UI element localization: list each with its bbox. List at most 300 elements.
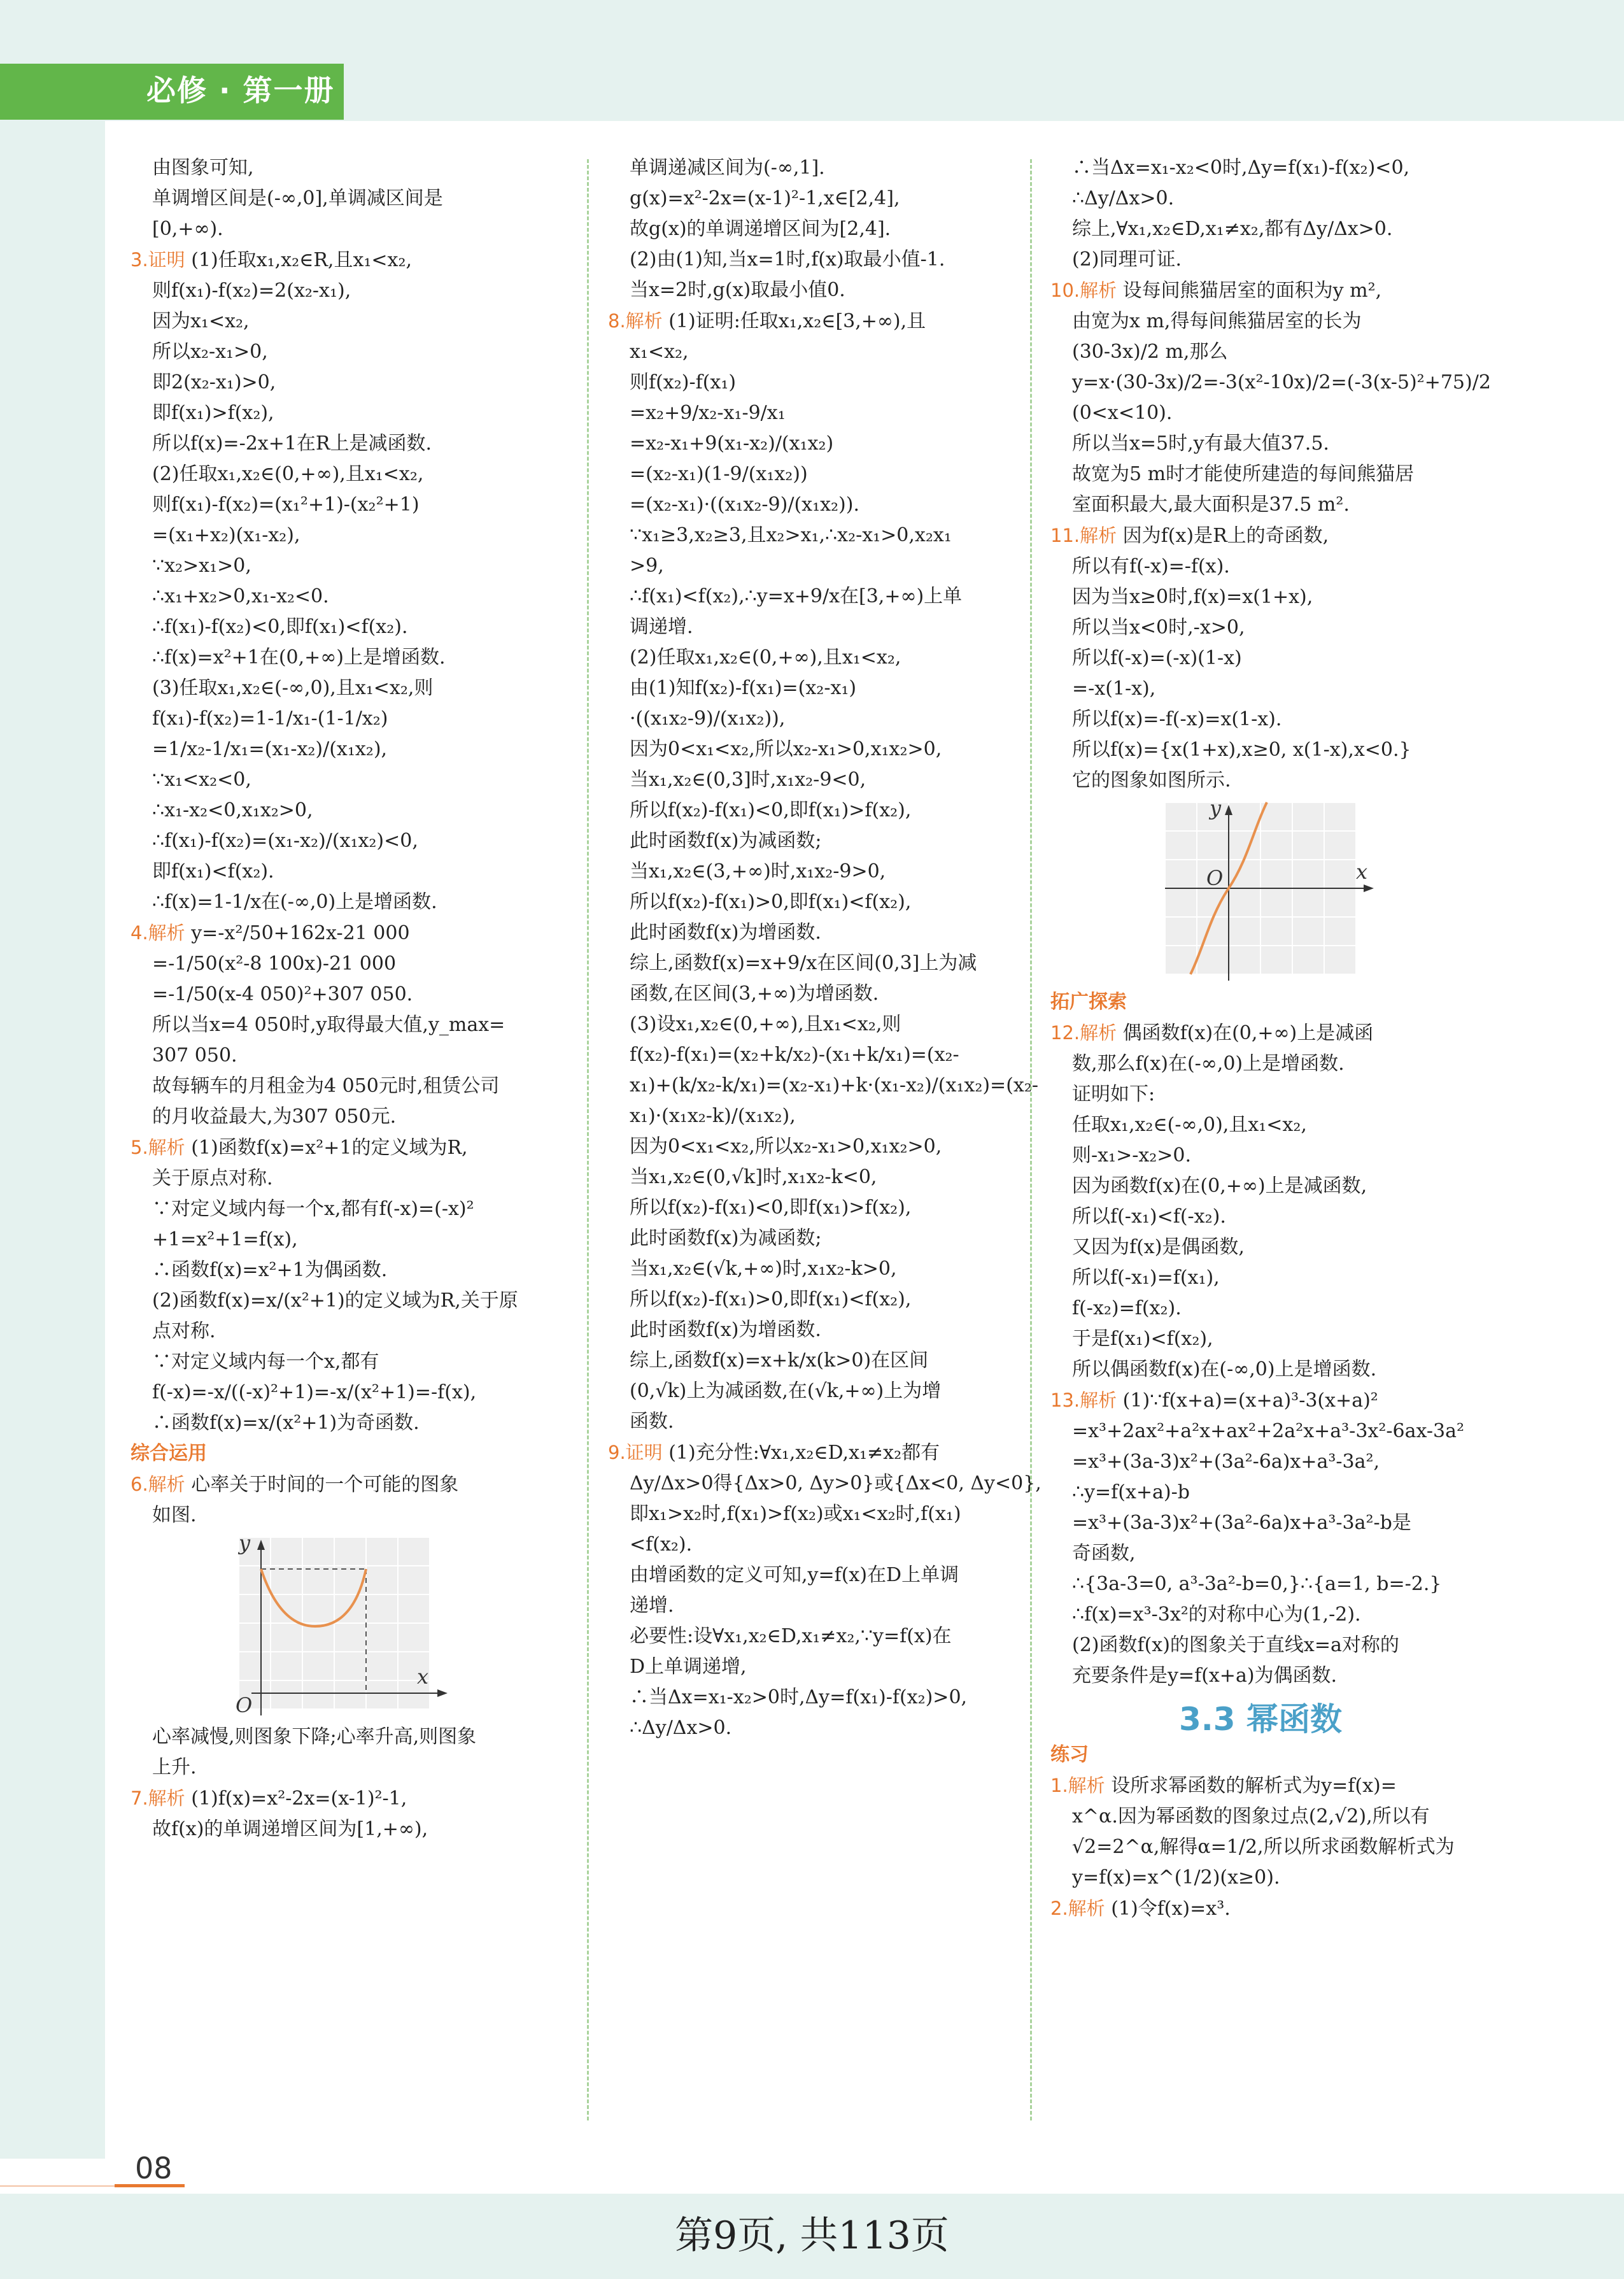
line-text: ∵x₂>x₁>0, <box>152 555 251 577</box>
column-1 <box>131 153 576 1845</box>
text-line <box>1050 1140 1471 1171</box>
text-line <box>608 245 1022 275</box>
section-heading: 综合运用 <box>131 1442 207 1465</box>
text-line <box>131 153 576 183</box>
line-text: 故f(x)的单调递增区间为[1,+∞), <box>152 1818 428 1840</box>
text-line <box>1050 429 1471 459</box>
text-line <box>1050 459 1471 490</box>
line-text: (3)任取x₁,x₂∈(-∞,0),且x₁<x₂,则 <box>152 677 434 699</box>
line-text: ∴f(x)=1-1/x在(-∞,0)上是增函数. <box>152 891 437 913</box>
text-line <box>131 1408 576 1438</box>
line-text: [0,+∞). <box>152 218 223 240</box>
line-text: Δy/Δx>0得{Δx>0, Δy>0}或{Δx<0, Δy<0}, <box>630 1472 1041 1494</box>
line-text: =x₂-x₁+9(x₁-x₂)/(x₁x₂) <box>630 432 834 455</box>
text-line <box>608 153 1022 183</box>
line-text: ∴当Δx=x₁-x₂>0时,Δy=f(x₁)-f(x₂)>0, <box>630 1686 968 1708</box>
text-line <box>608 367 1022 398</box>
line-text: ∵对定义域内每一个x,都有f(-x)=(-x)² <box>152 1198 474 1220</box>
line-text: ∴f(x)=x²+1在(0,+∞)上是增函数. <box>152 646 446 669</box>
line-text: 单调增区间是(-∞,0],单调减区间是 <box>152 187 443 209</box>
line-text: =(x₁+x₂)(x₁-x₂), <box>152 524 300 546</box>
text-line <box>1050 674 1471 704</box>
problem-label: 7.解析 <box>131 1787 185 1809</box>
line-text: =x³+(3a-3)x²+(3a²-6a)x+a³-3a², <box>1072 1451 1380 1473</box>
line-text: (1)证明:任取x₁,x₂∈[3,+∞),且 <box>662 310 926 332</box>
line-text: 所以f(-x₁)=f(x₁), <box>1072 1267 1220 1289</box>
line-text: 故g(x)的单调递增区间为[2,4]. <box>630 218 891 240</box>
line-text: 当x=2时,g(x)取最小值0. <box>630 279 845 301</box>
line-text: √2=2^α,解得α=1/2,所以所求函数解析式为 <box>1072 1836 1455 1858</box>
line-text: ∵x₁≥3,x₂≥3,且x₂>x₁,∴x₂-x₁>0,x₂x₁ <box>630 524 952 546</box>
line-text: x₁)+(k/x₂-k/x₁)=(x₂-x₁)+k·(x₁-x₂)/(x₁x₂)=(x₂- <box>630 1074 1038 1097</box>
text-line <box>608 1254 1022 1284</box>
line-text: <f(x₂). <box>630 1533 693 1556</box>
line-text: 于是f(x₁)<f(x₂), <box>1072 1328 1213 1350</box>
line-text: (2)函数f(x)的图象关于直线x=a对称的 <box>1072 1634 1399 1656</box>
line-text: 所以当x=5时,y有最大值37.5. <box>1072 432 1329 455</box>
line-text: (2)由(1)知,当x=1时,f(x)取最小值-1. <box>630 248 945 271</box>
line-text: 心率关于时间的一个可能的图象 <box>185 1473 459 1496</box>
text-line <box>131 1040 576 1071</box>
line-text: 故宽为5 m时才能使所建造的每间熊猫居 <box>1072 463 1415 485</box>
line-text: 因为x₁<x₂, <box>152 310 250 332</box>
text-line <box>608 490 1022 520</box>
line-text: 所以f(x)=-f(-x)=x(1-x). <box>1072 708 1282 730</box>
column-2 <box>608 153 1041 1743</box>
text-line <box>131 887 576 918</box>
text-line <box>131 1286 576 1316</box>
text-line <box>131 337 576 367</box>
text-line <box>1050 1079 1471 1110</box>
line-text: 所以f(x₂)-f(x₁)>0,即f(x₁)<f(x₂), <box>630 891 912 913</box>
text-line <box>608 887 1022 918</box>
text-line <box>608 979 1022 1009</box>
text-line <box>608 765 1022 795</box>
problem-label: 5.解析 <box>131 1137 185 1158</box>
text-line <box>131 551 576 581</box>
text-line <box>608 1101 1022 1132</box>
text-line <box>131 1469 576 1500</box>
line-text: 所以当x<0时,-x>0, <box>1072 616 1245 639</box>
page-rule <box>0 2185 115 2187</box>
text-line <box>1050 1018 1471 1049</box>
text-line <box>131 643 576 673</box>
text-line <box>131 183 576 214</box>
text-line <box>131 1255 576 1286</box>
heart-rate-figure <box>131 1531 576 1722</box>
line-text: (1)充分性:∀x₁,x₂∈D,x₁≠x₂都有 <box>662 1442 940 1464</box>
line-text: ∵对定义域内每一个x,都有 <box>152 1351 379 1373</box>
problem-label: 8.解析 <box>608 310 663 332</box>
line-text: 上升. <box>152 1756 197 1778</box>
text-line <box>1050 1049 1471 1079</box>
text-line <box>1050 275 1471 306</box>
line-text: (30-3x)/2 m,那么 <box>1072 341 1228 363</box>
line-text: ∴Δy/Δx>0. <box>630 1717 732 1739</box>
text-line <box>608 1284 1022 1315</box>
line-text: x₁)·(x₁x₂-k)/(x₁x₂), <box>630 1105 796 1127</box>
line-text: ∴y=f(x+a)-b <box>1072 1481 1190 1503</box>
figure-svg <box>226 1531 468 1722</box>
text-line <box>608 643 1022 673</box>
text-line <box>608 337 1022 367</box>
text-line <box>131 1500 576 1531</box>
origin-label: O <box>236 1693 253 1717</box>
line-text: =x³+2ax²+a²x+ax²+2a²x+a³-3x²-6ax-3a² <box>1072 1420 1464 1442</box>
line-text: (0<x<10). <box>1072 402 1173 424</box>
line-text: (2)同理可证. <box>1072 248 1182 271</box>
line-text: 充要条件是y=f(x+a)为偶函数. <box>1072 1665 1338 1687</box>
text-line <box>1050 367 1491 398</box>
line-text: f(x₁)-f(x₂)=1-1/x₁-(1-1/x₂) <box>152 707 388 730</box>
line-text: 所以f(x₂)-f(x₁)<0,即f(x₁)>f(x₂), <box>630 799 912 821</box>
text-line <box>1050 765 1471 796</box>
problem-label: 3.证明 <box>131 249 185 271</box>
line-text: =x³+(3a-3)x²+(3a²-6a)x+a³-3a²-b是 <box>1072 1512 1411 1534</box>
line-text: f(x₂)-f(x₁)=(x₂+k/x₂)-(x₁+k/x₁)=(x₂- <box>630 1044 959 1066</box>
line-text: ∵x₁<x₂<0, <box>152 769 251 791</box>
problem-label: 10.解析 <box>1050 280 1117 301</box>
text-line <box>131 1071 576 1102</box>
text-line <box>131 1010 576 1040</box>
text-line <box>1050 1263 1471 1293</box>
text-line <box>1050 1447 1471 1477</box>
text-line <box>131 979 576 1010</box>
text-line <box>1050 1863 1471 1893</box>
text-line <box>608 214 1022 245</box>
line-text: 心率减慢,则图象下降;心率升高,则图象 <box>152 1726 477 1748</box>
line-text: y=x·(30-3x)/2=-3(x²-10x)/2=(-3(x-5)²+75)/2 <box>1072 371 1491 394</box>
text-line <box>131 1814 576 1845</box>
line-text: 因为当x≥0时,f(x)=x(1+x), <box>1072 586 1313 608</box>
line-text: 则-x₁>-x₂>0. <box>1072 1144 1192 1167</box>
y-axis-label: y <box>239 1531 251 1555</box>
line-text: 证明如下: <box>1072 1083 1155 1105</box>
text-line <box>131 1102 576 1132</box>
y-axis-label: y <box>1210 796 1222 820</box>
text-line <box>1050 1538 1471 1569</box>
text-line <box>131 1783 576 1814</box>
text-line <box>1050 1354 1471 1385</box>
text-line <box>131 704 576 734</box>
text-line <box>608 704 1022 734</box>
section-heading: 拓广探索 <box>1050 991 1127 1013</box>
text-line <box>1050 613 1471 643</box>
line-text: =(x₂-x₁)·((x₁x₂-9)/(x₁x₂)). <box>630 493 859 516</box>
line-text: ∴f(x₁)<f(x₂),∴y=x+9/x在[3,+∞)上单 <box>630 585 963 607</box>
text-line <box>1050 153 1471 183</box>
line-text: 所以f(x₂)-f(x₁)<0,即f(x₁)>f(x₂), <box>630 1196 912 1219</box>
text-line <box>608 1345 1022 1376</box>
text-line <box>1050 1832 1471 1863</box>
line-text: 由宽为x m,得每间熊猫居室的长为 <box>1072 310 1362 332</box>
line-text: 即f(x₁)>f(x₂), <box>152 402 274 424</box>
line-text: 由增函数的定义可知,y=f(x)在D上单调 <box>630 1564 959 1586</box>
page-number: 08 <box>135 2151 173 2185</box>
footer-page-indicator: 第9页, 共113页 <box>675 2213 949 2258</box>
line-text: 当x₁,x₂∈(√k,+∞)时,x₁x₂-k>0, <box>630 1258 897 1280</box>
x-axis-label: x <box>1356 860 1368 884</box>
problem-label: 6.解析 <box>131 1473 185 1495</box>
text-line <box>131 795 576 826</box>
line-text: ∴Δy/Δx>0. <box>1072 187 1175 209</box>
line-text: (1)f(x)=x²-2x=(x-1)²-1, <box>185 1787 407 1810</box>
line-text: x^α.因为幂函数的图象过点(2,√2),所以有 <box>1072 1805 1430 1828</box>
text-line <box>131 490 576 520</box>
text-line <box>1050 704 1471 735</box>
text-line <box>608 398 1022 429</box>
text-line <box>1050 643 1471 674</box>
x-axis-label: x <box>417 1665 429 1689</box>
text-line <box>1050 1232 1471 1263</box>
text-line <box>608 1591 1022 1621</box>
line-text: 此时函数f(x)为减函数; <box>630 830 822 852</box>
line-text: 由图象可知, <box>152 157 254 179</box>
text-line <box>1050 520 1471 551</box>
line-text: 递增. <box>630 1594 674 1617</box>
line-text: y=f(x)=x^(1/2)(x≥0). <box>1072 1866 1280 1889</box>
problem-label: 1.解析 <box>1050 1775 1105 1796</box>
text-line <box>1050 1171 1471 1202</box>
text-line <box>1050 245 1471 275</box>
line-text: 调递增. <box>630 616 693 638</box>
line-text: >9, <box>630 555 664 577</box>
line-text: 函数,在区间(3,+∞)为增函数. <box>630 983 879 1005</box>
text-line <box>608 1315 1022 1345</box>
problem-label: 11.解析 <box>1050 525 1117 546</box>
line-text: ∴函数f(x)=x/(x²+1)为奇函数. <box>152 1412 420 1434</box>
text-line <box>1050 1385 1471 1416</box>
origin-label: O <box>1206 866 1224 890</box>
text-line <box>1050 1293 1471 1324</box>
text-line <box>608 275 1022 306</box>
line-text: =-1/50(x²-8 100x)-21 000 <box>152 953 397 975</box>
text-line <box>131 673 576 704</box>
line-text: (2)任取x₁,x₂∈(0,+∞),且x₁<x₂, <box>152 463 424 485</box>
text-line <box>131 581 576 612</box>
column-divider <box>587 159 589 2120</box>
text-line <box>608 1070 1038 1101</box>
line-text: 所以f(-x)=(-x)(1-x) <box>1072 647 1242 669</box>
text-line <box>131 949 576 979</box>
text-line <box>608 1560 1022 1591</box>
text-line <box>608 734 1022 765</box>
line-text: 则f(x₁)-f(x₂)=(x₁²+1)-(x₂²+1) <box>152 493 420 516</box>
line-text: (2)函数f(x)=x/(x²+1)的定义域为R,关于原 <box>152 1289 518 1312</box>
text-line <box>608 1193 1022 1223</box>
line-text: =-1/50(x-4 050)²+307 050. <box>152 983 413 1005</box>
line-text: 因为函数f(x)在(0,+∞)上是减函数, <box>1072 1175 1367 1197</box>
text-line <box>608 1682 1022 1713</box>
text-line <box>608 1499 1022 1530</box>
line-text: 所以偶函数f(x)在(-∞,0)上是增函数. <box>1072 1358 1377 1381</box>
line-text: 所以f(x)=-2x+1在R上是减函数. <box>152 432 432 455</box>
section-title: 3.3 幂函数 <box>1179 1701 1342 1738</box>
book-title: 必修 · 第一册 <box>146 73 335 108</box>
text-line <box>608 918 1022 948</box>
line-text: ·((x₁x₂-9)/(x₁x₂)), <box>630 707 786 730</box>
text-line <box>131 1722 576 1752</box>
line-text: x₁<x₂, <box>630 341 689 363</box>
line-text: 因为0<x₁<x₂,所以x₂-x₁>0,x₁x₂>0, <box>630 1135 942 1158</box>
line-text: ∴f(x₁)-f(x₂)=(x₁-x₂)/(x₁x₂)<0, <box>152 830 418 852</box>
line-text: 奇函数, <box>1072 1542 1136 1565</box>
text-line <box>608 795 1022 826</box>
text-line <box>131 1225 576 1255</box>
text-line <box>1050 1801 1471 1832</box>
text-line <box>608 1468 1041 1499</box>
text-line <box>608 306 1022 337</box>
line-text: 即f(x₁)<f(x₂). <box>152 860 274 883</box>
text-line <box>131 306 576 337</box>
problem-label: 2.解析 <box>1050 1898 1105 1919</box>
text-line <box>1050 1661 1471 1691</box>
text-line <box>608 826 1022 856</box>
line-text: 的月收益最大,为307 050元. <box>152 1105 397 1128</box>
text-line <box>608 1713 1022 1743</box>
line-text: 由(1)知f(x₂)-f(x₁)=(x₂-x₁) <box>630 677 857 699</box>
line-text: 又因为f(x)是偶函数, <box>1072 1236 1245 1258</box>
text-line <box>131 765 576 795</box>
text-line <box>131 276 576 306</box>
text-line <box>131 1377 576 1408</box>
text-line <box>608 1223 1022 1254</box>
text-line <box>131 1194 576 1225</box>
line-text: 设所求幂函数的解析式为y=f(x)= <box>1105 1775 1397 1797</box>
text-line <box>131 856 576 887</box>
problem-label: 12.解析 <box>1050 1022 1117 1044</box>
line-text: 必要性:设∀x₁,x₂∈D,x₁≠x₂,∵y=f(x)在 <box>630 1625 952 1647</box>
text-line <box>1050 1569 1471 1600</box>
line-text: g(x)=x²-2x=(x-1)²-1,x∈[2,4], <box>630 187 900 209</box>
text-line <box>1050 1770 1471 1801</box>
line-text: 所以当x=4 050时,y取得最大值,y_max= <box>152 1014 505 1036</box>
section-heading: 练习 <box>1050 1743 1089 1766</box>
text-line <box>608 673 1022 704</box>
line-text: =1/x₂-1/x₁=(x₁-x₂)/(x₁x₂), <box>152 738 388 760</box>
line-text: 综上,∀x₁,x₂∈D,x₁≠x₂,都有Δy/Δx>0. <box>1072 218 1393 240</box>
text-line <box>608 1162 1022 1193</box>
text-line <box>1050 1324 1471 1354</box>
line-text: f(-x)=-x/((-x)²+1)=-x/(x²+1)=-f(x), <box>152 1381 477 1403</box>
line-text: 当x₁,x₂∈(3,+∞)时,x₁x₂-9>0, <box>630 860 886 883</box>
line-text: 307 050. <box>152 1044 237 1067</box>
line-text: (1)任取x₁,x₂∈R,且x₁<x₂, <box>185 249 413 271</box>
text-line <box>1050 1202 1471 1232</box>
text-line <box>1050 1110 1471 1140</box>
line-text: 任取x₁,x₂∈(-∞,0),且x₁<x₂, <box>1072 1114 1307 1136</box>
text-line <box>1050 551 1471 582</box>
left-sidebar <box>0 121 105 2159</box>
text-line <box>1050 490 1471 520</box>
line-text: 所以有f(-x)=-f(x). <box>1072 555 1230 578</box>
line-text: 即x₁>x₂时,f(x₁)>f(x₂)或x₁<x₂时,f(x₁) <box>630 1503 961 1525</box>
line-text: 它的图象如图所示. <box>1072 769 1231 792</box>
text-line <box>1050 337 1471 367</box>
text-line <box>608 1621 1022 1652</box>
line-text: 故每辆车的月租金为4 050元时,租赁公司 <box>152 1075 500 1097</box>
line-text: =-x(1-x), <box>1072 678 1156 700</box>
x-axis-arrow <box>1364 884 1374 892</box>
line-text: 如图. <box>152 1504 197 1526</box>
column-divider <box>1030 159 1032 2120</box>
text-line <box>1050 183 1471 214</box>
text-line <box>1050 1630 1471 1661</box>
text-line <box>1050 582 1471 613</box>
line-text: 综上,函数f(x)=x+9/x在区间(0,3]上为减 <box>630 952 977 974</box>
text-line <box>1050 1893 1471 1924</box>
line-text: 即2(x₂-x₁)>0, <box>152 371 276 394</box>
line-text: f(-x₂)=f(x₂). <box>1072 1297 1182 1319</box>
line-text: (0,√k)上为减函数,在(√k,+∞)上为增 <box>630 1380 942 1402</box>
text-line <box>608 183 1022 214</box>
line-text: =x₂+9/x₂-x₁-9/x₁ <box>630 402 786 424</box>
problem-label: 4.解析 <box>131 922 185 944</box>
line-text: (1)令f(x)=x³. <box>1105 1898 1231 1920</box>
line-text: y=-x²/50+162x-21 000 <box>185 922 410 944</box>
text-line <box>608 1437 1022 1468</box>
line-text: 数,那么f(x)在(-∞,0)上是增函数. <box>1072 1053 1345 1075</box>
text-line <box>131 1132 576 1163</box>
line-text: 所以f(x₂)-f(x₁)>0,即f(x₁)<f(x₂), <box>630 1288 912 1310</box>
line-text: (2)任取x₁,x₂∈(0,+∞),且x₁<x₂, <box>630 646 901 669</box>
column-3 <box>1050 153 1491 1924</box>
text-line <box>1050 398 1471 429</box>
text-line <box>608 1009 1022 1040</box>
line-text: ∴x₁+x₂>0,x₁-x₂<0. <box>152 585 329 607</box>
line-text: 所以f(x)={x(1+x),x≥0, x(1-x),x<0.} <box>1072 739 1411 761</box>
text-line <box>608 459 1022 490</box>
text-line <box>608 1132 1022 1162</box>
text-line <box>608 581 1022 612</box>
line-text: 当x₁,x₂∈(0,√k]时,x₁x₂-k<0, <box>630 1166 877 1188</box>
line-text: (1)∵f(x+a)=(x+a)³-3(x+a)² <box>1117 1389 1378 1412</box>
line-text: 偶函数f(x)在(0,+∞)上是减函 <box>1117 1022 1374 1044</box>
line-text: ∴f(x)=x³-3x²的对称中心为(1,-2). <box>1072 1603 1361 1626</box>
text-line <box>131 1163 576 1194</box>
line-text: 则f(x₂)-f(x₁) <box>630 371 737 394</box>
problem-label: 9.证明 <box>608 1442 663 1463</box>
text-line <box>608 520 1022 551</box>
text-line <box>1050 1600 1471 1630</box>
odd-function-figure <box>1050 796 1471 987</box>
text-line <box>1050 214 1471 245</box>
text-line <box>131 398 576 429</box>
text-line <box>1050 306 1471 337</box>
text-line <box>131 612 576 643</box>
line-text: (3)设x₁,x₂∈(0,+∞),且x₁<x₂,则 <box>630 1013 901 1035</box>
problem-label: 13.解析 <box>1050 1389 1117 1411</box>
text-line <box>131 1752 576 1783</box>
text-line <box>608 1376 1022 1407</box>
x-axis-arrow <box>437 1689 448 1697</box>
line-text: ∴函数f(x)=x²+1为偶函数. <box>152 1259 388 1281</box>
text-line <box>608 1407 1022 1437</box>
text-line <box>1050 1477 1471 1508</box>
line-text: 关于原点对称. <box>152 1167 273 1189</box>
text-line <box>131 826 576 856</box>
text-line <box>608 429 1022 459</box>
text-line <box>131 245 576 276</box>
text-line <box>608 948 1022 979</box>
text-line <box>131 367 576 398</box>
text-line <box>608 551 1022 581</box>
line-text: ∴{3a-3=0, a³-3a²-b=0,}∴{a=1, b=-2.} <box>1072 1573 1442 1595</box>
text-line <box>131 918 576 949</box>
text-line <box>131 520 576 551</box>
line-text: 设每间熊猫居室的面积为y m², <box>1117 280 1382 302</box>
line-text: ∴x₁-x₂<0,x₁x₂>0, <box>152 799 313 821</box>
